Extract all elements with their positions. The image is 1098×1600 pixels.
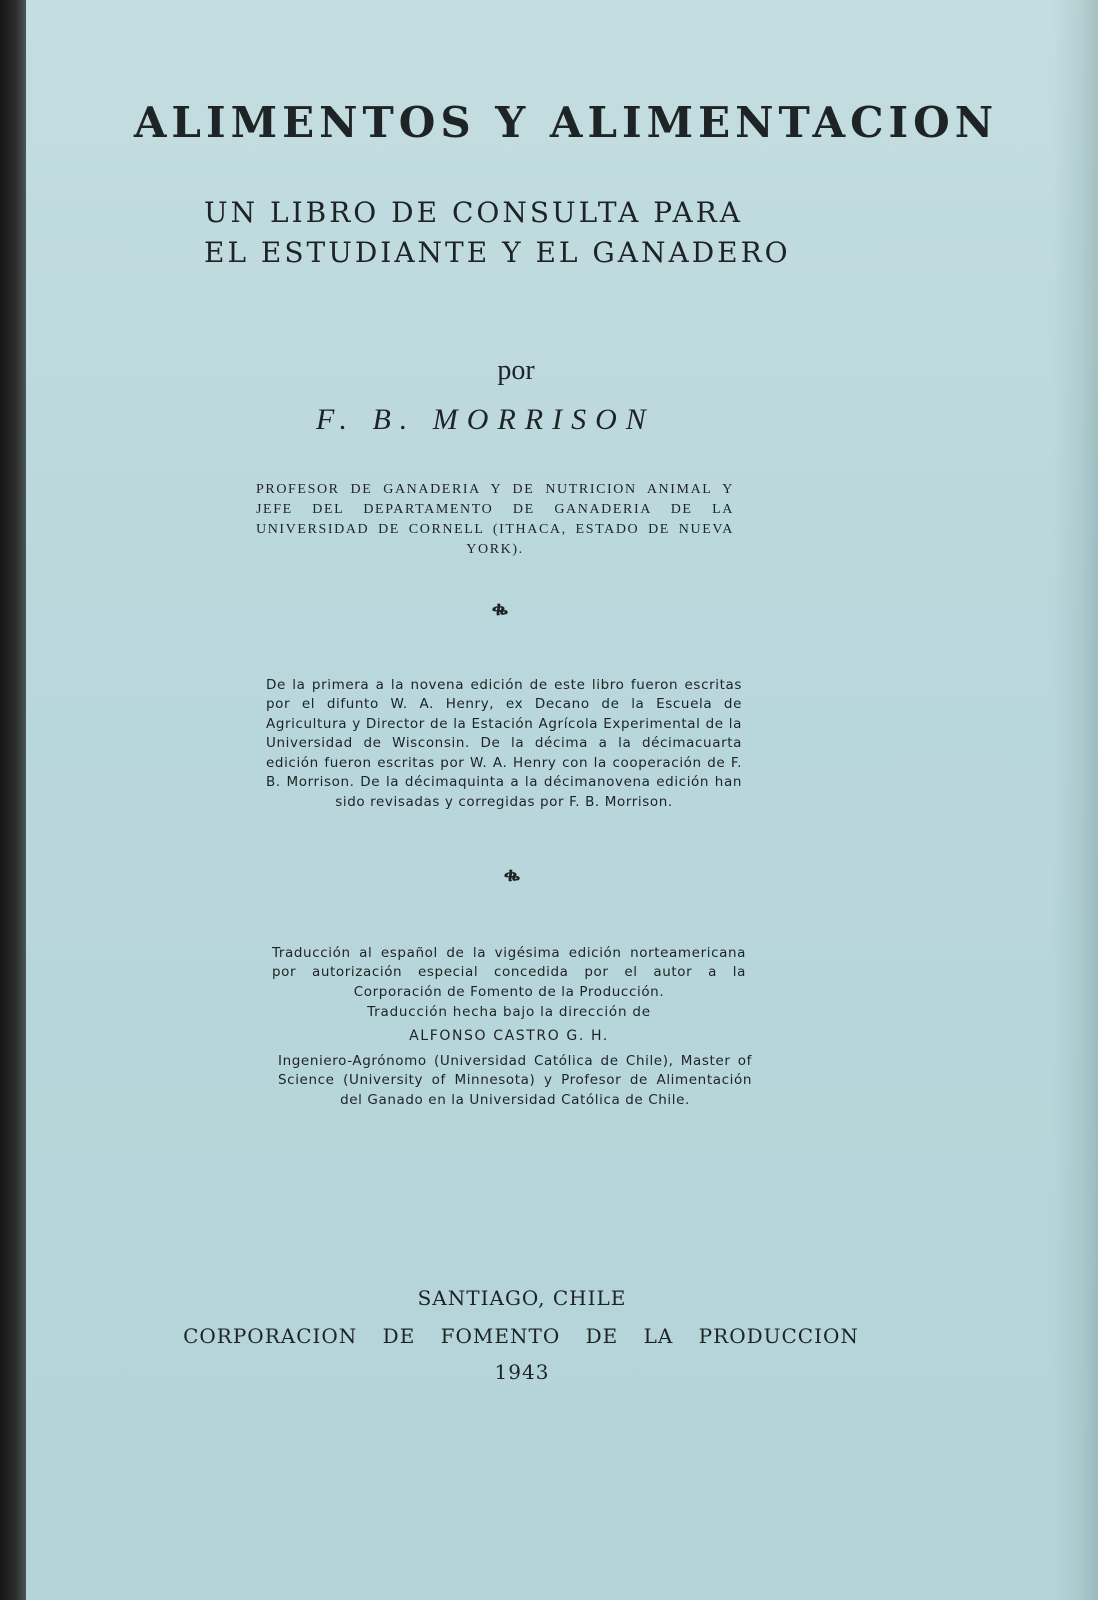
byline: por (497, 355, 535, 386)
ornament-glyph-icon: ቈ (491, 596, 509, 620)
page-edge-shading (1052, 0, 1098, 1600)
subtitle-line-1: UN LIBRO DE CONSULTA PARA (204, 196, 743, 229)
author-credentials: PROFESOR DE GANADERIA Y DE NUTRICION ANIMAL Y JEFE DEL DEPARTAMENTO DE GANADERIA DE LA UNIVERSIDAD DE CORNELL (ITHACA, ESTADO DE NUEVA YORK). (256, 482, 734, 557)
imprint-year: 1943 (494, 1360, 550, 1384)
imprint-publisher: CORPORACION DE FOMENTO DE LA PRODUCCION (183, 1324, 859, 1348)
subtitle-line-2: EL ESTUDIANTE Y EL GANADERO (204, 236, 791, 269)
translation-note: Traducción al español de la vigésima edición norteamericana por autorización especial concedida por el autor a la Corporación de Fomento de la Producción. (272, 944, 746, 1000)
translation-director-bio: Ingeniero-Agrónomo (Universidad Católica de Chile), Master of Science (University of Minnesota) y Profesor de Alimentación del Ganado en la Universidad Católica de Chile. (278, 1052, 752, 1108)
book-spine-shadow (0, 0, 26, 1600)
title-page (26, 0, 1098, 1600)
ornament-glyph-icon: ቈ (503, 862, 521, 886)
author-name: F. B. MORRISON (316, 403, 655, 436)
translation-director-intro: Traducción hecha bajo la dirección de (367, 1003, 651, 1020)
edition-history-note: De la primera a la novena edición de este libro fueron escritas por el difunto W. A. Henry, ex Decano de la Escuela de Agricultura y Director de la Estación Agrícola Experimental de la Universidad de Wisconsin. De la décima a la décimacuarta edición fueron escritas por W. A. Henry con la cooperación de F. B. Morrison. De la décimaquinta a la décimanovena edición han sido revisadas y corregidas por F. B. Morrison. (266, 676, 742, 811)
translation-director-name: ALFONSO CASTRO G. H. (409, 1028, 609, 1044)
imprint-city: SANTIAGO, CHILE (417, 1286, 627, 1310)
book-title: ALIMENTOS Y ALIMENTACION (133, 98, 999, 147)
